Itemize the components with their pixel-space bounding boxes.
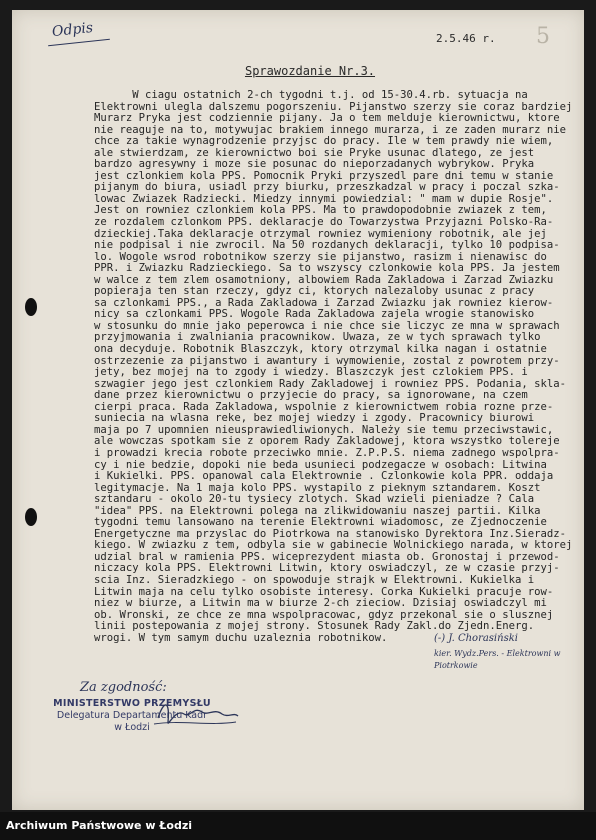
body-line: linii postepowania z mojej strony. Stosunek Rady Zakl.do Zjedn.Energ. bbox=[94, 620, 535, 633]
stamp-line: w Łodzi bbox=[114, 722, 150, 733]
body-line: scia Inz. Sieradzkiego - on spowoduje strajk w Elektrowni. Kukielka i bbox=[94, 573, 535, 586]
stamp-line: MINISTERSTWO PRZEMYSŁU bbox=[53, 698, 211, 709]
body-line: lowac Zwiazek Radziecki. Miedzy innymi powiedzial: " mam w dupie Rosje". bbox=[94, 192, 554, 205]
body-line: ale wowczas spotkam sie z oporem Rady Zakladowej, ktora wszystko tolereje bbox=[94, 435, 560, 448]
body-line: Energetyczne ma przyslac do Piotrkowa na stanowisko Dyrektora Inz.Sieradz- bbox=[94, 527, 566, 540]
body-line: niczacy kola PPS. Elektrowni Litwin, ktory oswiadczyl, ze w czasie przyj- bbox=[94, 562, 560, 575]
body-line: ob. Wronski, ze chce ze mna wspolpracowac, gdyz przekonal sie o slusznej bbox=[94, 608, 554, 621]
body-line: wrogi. W tym samym duchu uzaleznia robotnikow. bbox=[94, 631, 388, 644]
body-line: cy i nie bedzie, dopoki nie beda usunieci podzegacze w osobach: Litwina bbox=[94, 458, 547, 471]
body-line: nie podpisal i nie zwrocil. Na 50 rozdanych deklaracji, tylko 10 podpisa- bbox=[94, 239, 560, 252]
body-line: udzial bral w ramienia PPS. wiceprezydent miasta ob. Gronostaj i przewod- bbox=[94, 550, 560, 563]
body-line: W ciagu ostatnich 2-ch tygodni t.j. od 15-30.4.rb. sytuacja na bbox=[94, 89, 528, 101]
body-line: chce za takie wynagrodzenie przyjsc do pracy. Ile w tem prawdy nie wiem, bbox=[94, 135, 554, 148]
body-line: Litwin maja na celu tylko osobiste interesy. Corka Kukielki pracuje row- bbox=[94, 585, 554, 598]
body-line: Jest on rowniez czlonkiem kola PPS. Ma to prawdopodobnie zwiazek z tem, bbox=[94, 204, 547, 217]
body-line: pijanym do biura, usiadl przy biurku, przeszkadzal w pracy i poczal szka- bbox=[94, 181, 560, 194]
body-line: jest czlonkiem kola PPS. Pomocnik Pryki przyszedl pare dni temu w stanie bbox=[94, 169, 554, 182]
body-line: i prowadzi krecia robote przeciwko mnie. Z.P.P.S. niema zadnego wspolpra- bbox=[94, 446, 560, 459]
body-line: niez w biurze, a Litwin ma w biurze 2-ch zieciow. Dzisiaj oswiadczyl mi bbox=[94, 597, 547, 610]
document-title-text: Sprawozdanie Nr.3. bbox=[244, 64, 376, 78]
body-line: nie reaguje na to, motywujac brakiem innego murarza, i ze zaden murarz nie bbox=[94, 123, 566, 136]
punch-hole bbox=[25, 508, 37, 526]
body-line: cierpi praca. Rada Zakladowa, wspolnie z kierownictwem robia rozne prze- bbox=[94, 400, 554, 413]
body-line: legitymacje. Na 1 maja kolo PPS. wystapilo z pieknym sztandarem. Koszt bbox=[94, 481, 541, 494]
signature: (-) J. Chorasiński bbox=[434, 633, 518, 644]
body-line: przyjmowania i zwalniania pracownikow. Uwaza, ze w tych sprawach tylko bbox=[94, 331, 541, 344]
conformity-note: Za zgodność: bbox=[80, 680, 167, 695]
body-line: maja po 7 upomnien nieusprawiedliwionych. Należy sie temu przeciwstawic, bbox=[94, 423, 554, 436]
document-date: 2.5.46 r. bbox=[436, 32, 496, 45]
document-title bbox=[0, 64, 596, 78]
body-line: ze rozdalem czlonkom PPS. deklaracje do Towarzystwa Przyjazni Polsko-Ra- bbox=[94, 216, 554, 229]
body-line: w walce z tem zlem osamotniony, albowiem Rada Zakladowa i Zarzad Zwiazku bbox=[94, 273, 554, 286]
report-body bbox=[94, 90, 584, 644]
body-line: ostrzezenie za pijanstwo i awantury i wymowienie, zostal z powrotem przy- bbox=[94, 354, 560, 367]
body-line: szwagier jego jest czlonkiem Rady Zakladowej i rowniez PPS. Podania, skla- bbox=[94, 377, 566, 390]
stamp-line: Delegatura Departamentu Kadr bbox=[56, 710, 208, 721]
handwritten-signature-scribble bbox=[150, 696, 240, 732]
body-line: dzieckiej.Taka deklaracje otrzymal rowniez wymieniony robotnik, ale jej bbox=[94, 227, 547, 240]
body-line: i Kukielki. PPS. opanowal cala Elektrownie . Czlonkowie kola PPR. oddaja bbox=[94, 470, 554, 483]
body-line: w stosunku do mnie jako peperowca i nie chce sie liczyc ze mna w sprawach bbox=[94, 319, 560, 332]
archive-footer: Archiwum Państwowe w Łodzi bbox=[0, 812, 596, 840]
body-line: suniecia na wlasna reke, bez mojej wiedzy i zgody. Pracownicy biurowi bbox=[94, 412, 535, 425]
body-line: kiego. W zwiazku z tem, odbyla sie w gabinecie Wolnickiego narada, w ktorej bbox=[94, 539, 573, 552]
body-line: lo. Wogole wsrod robotnikow szerzy sie pijanstwo, rasizm i nienawisc do bbox=[94, 250, 547, 263]
body-line: ona decyduje. Robotnik Blaszczyk, ktory otrzymal kilka nagan i ostatnie bbox=[94, 343, 547, 356]
signature-title: kier. Wydz.Pers. - Elektrowni w Piotrkowie bbox=[434, 649, 561, 670]
body-line: Elektrowni ulegla dalszemu pogorszeniu. Pijanstwo szerzy sie coraz bardziej bbox=[94, 100, 573, 113]
punch-hole bbox=[25, 298, 37, 316]
body-line: popieraja ten stan rzeczy, gdyz ci, ktorych nalezaloby usunac z pracy bbox=[94, 285, 535, 298]
body-line: bardzo agresywny i moze sie posunac do nieporzadanych wybrykow. Pryka bbox=[94, 158, 535, 171]
body-line: Murarz Pryka jest codziennie pijany. Ja o tem melduje kierownictwu, ktore bbox=[94, 112, 560, 125]
body-line: tygodni temu lansowano na terenie Elektrowni wiadomosc, ze Zjednoczenie bbox=[94, 516, 547, 529]
body-line: PPR. i Zwiazku Radzieckiego. Sa to wszyscy czlonkowie kola PPS. Ja jestem bbox=[94, 262, 560, 275]
body-line: jety, bez mojej na to zgody i wiedzy. Blaszczyk jest czlokiem PPS. i bbox=[94, 366, 528, 379]
body-line: nicy sa czlonkami PPS. Wogole Rada Zakladowa zajela wrogie stanowisko bbox=[94, 308, 535, 321]
body-line: dane przez kierownictwu o przyjecie do pracy, sa ignorowane, na czem bbox=[94, 389, 528, 402]
body-line: "idea" PPS. na Elektrowni polega na zlikwidowaniu naszej partii. Kilka bbox=[94, 504, 541, 517]
body-line: ale stwierdzam, ze kierownictwo boi sie Pryke usunac dlatego, ze jest bbox=[94, 146, 535, 159]
page-mark: 5 bbox=[536, 24, 550, 49]
body-line: sztandaru - okolo 20-tu tysiecy zlotych. Skad wzieli pieniadze ? Cala bbox=[94, 493, 535, 506]
body-line: sa czlonkami PPS., a Rada Zakladowa i Zarzad Zwiazku jak rowniez kierow- bbox=[94, 296, 554, 309]
header-note: Odpis bbox=[51, 19, 94, 41]
